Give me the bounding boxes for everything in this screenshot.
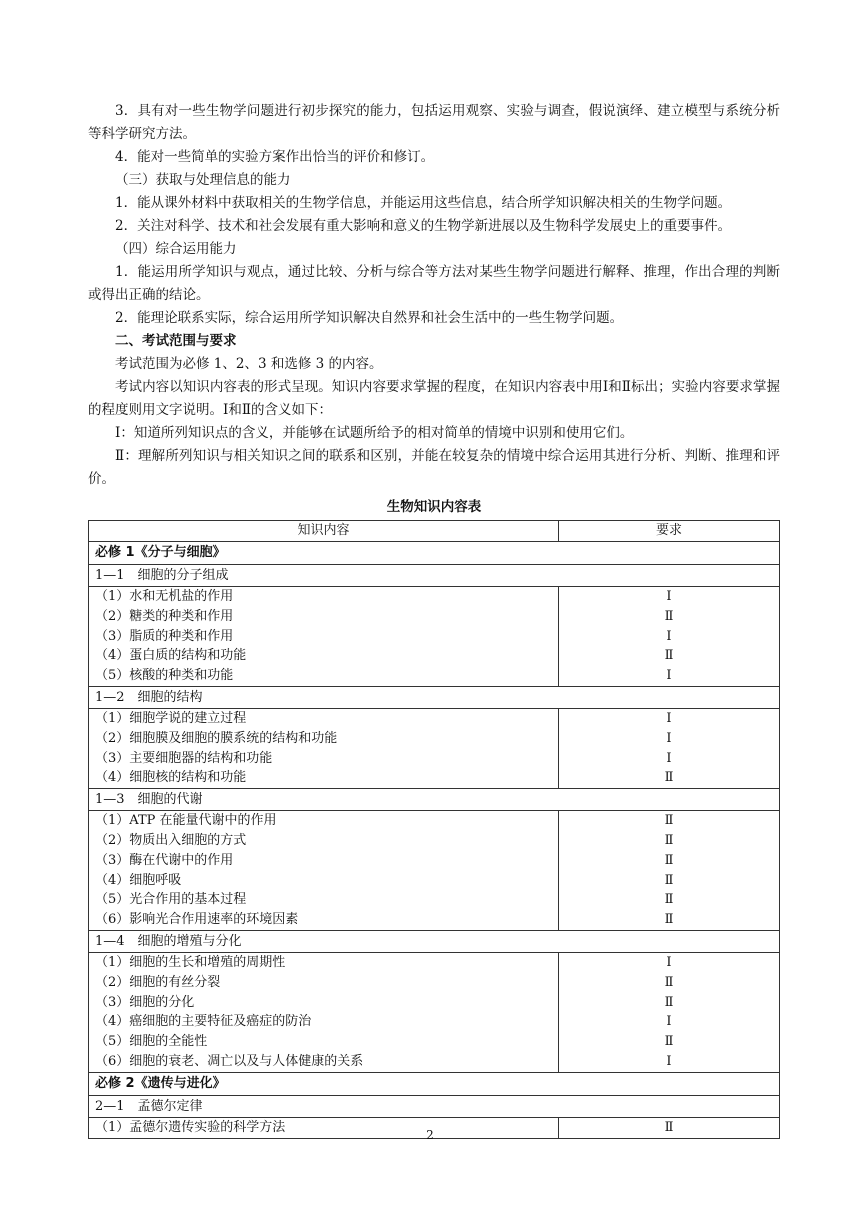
requirement-level: Ⅱ	[664, 872, 674, 888]
paragraph: 2．能理论联系实际，综合运用所学知识解决自然界和社会生活中的一些生物学问题。	[115, 310, 624, 326]
requirement-level: Ⅰ	[666, 710, 672, 726]
requirement-level: Ⅱ	[664, 892, 674, 908]
requirement-level: Ⅰ	[666, 589, 672, 604]
section-heading: 二、考试范围与要求	[115, 333, 237, 349]
requirement-level: Ⅰ	[666, 750, 672, 766]
knowledge-item: （3）酶在代谢中的作用	[95, 852, 234, 868]
knowledge-item: （5）细胞的全能性	[95, 1034, 208, 1050]
knowledge-item: （4）癌细胞的主要特征及癌症的防治	[95, 1014, 312, 1030]
items-cell	[89, 952, 559, 1072]
requirement-level: Ⅱ	[664, 1034, 674, 1050]
knowledge-item: （1）细胞的生长和增殖的周期性	[95, 954, 286, 970]
section-row	[89, 930, 780, 952]
knowledge-item: （1）孟德尔遗传实验的科学方法	[95, 1119, 286, 1135]
items-row	[89, 708, 780, 788]
knowledge-item: （2）物质出入细胞的方式	[95, 832, 247, 848]
requirement-level: Ⅰ	[666, 730, 672, 746]
requirement-level: Ⅱ	[664, 813, 674, 829]
items-row	[89, 952, 780, 1072]
paragraph: Ⅱ：理解所列知识与相关知识之间的联系和区别，并能在较复杂的情境中综合运用其进行分析、判断、推理和评价。	[88, 448, 780, 487]
items-cell	[89, 811, 559, 931]
knowledge-item: （5）光合作用的基本过程	[95, 892, 247, 908]
levels-cell	[559, 587, 780, 687]
module-title: 必修 1《分子与细胞》	[89, 542, 780, 565]
levels-cell	[559, 708, 780, 788]
requirement-level: Ⅰ	[666, 954, 672, 970]
levels-cell	[559, 952, 780, 1072]
requirement-level: Ⅱ	[664, 974, 674, 990]
knowledge-item: （5）核酸的种类和功能	[95, 668, 234, 684]
module-title: 必修 2《遗传与进化》	[89, 1072, 780, 1095]
items-cell	[89, 587, 559, 687]
section-row	[89, 565, 780, 587]
section-row	[89, 1095, 780, 1117]
requirement-level: Ⅱ	[664, 608, 674, 624]
paragraph: 4．能对一些简单的实验方案作出恰当的评价和修订。	[115, 149, 435, 165]
knowledge-item: （1）细胞学说的建立过程	[95, 710, 247, 726]
intro-text	[88, 100, 780, 491]
paragraph: 考试范围为必修 1、2、3 和选修 3 的内容。	[115, 356, 383, 372]
levels-cell	[559, 811, 780, 931]
requirement-level: Ⅱ	[664, 1119, 674, 1135]
requirement-level: Ⅰ	[666, 1014, 672, 1030]
requirement-level: Ⅱ	[664, 852, 674, 868]
paragraph: 1．能运用所学知识与观点，通过比较、分析与综合等方法对某些生物学问题进行解释、推理，作出合理的判断或得出正确的结论。	[88, 264, 780, 303]
requirement-level: Ⅱ	[664, 770, 674, 786]
section-row	[89, 789, 780, 811]
header-requirement: 要求	[559, 521, 780, 542]
requirement-level: Ⅱ	[664, 912, 674, 928]
paragraph: 考试内容以知识内容表的形式呈现。知识内容要求掌握的程度，在知识内容表中用Ⅰ和Ⅱ标出；实验内容要求掌握的程度则用文字说明。Ⅰ和Ⅱ的含义如下：	[88, 379, 780, 418]
requirement-level: Ⅰ	[666, 668, 672, 684]
paragraph: Ⅰ：知道所列知识点的含义，并能够在试题所给予的相对简单的情境中识别和使用它们。	[115, 425, 634, 441]
module-row	[89, 542, 780, 565]
knowledge-item: （4）蛋白质的结构和功能	[95, 648, 247, 664]
items-row	[89, 587, 780, 687]
paragraph: 1．能从课外材料中获取相关的生物学信息，并能运用这些信息，结合所学知识解决相关的生物学问题。	[115, 195, 732, 211]
requirement-level: Ⅱ	[664, 832, 674, 848]
section-title: 1—2 细胞的结构	[89, 686, 780, 708]
knowledge-item: （6）影响光合作用速率的环境因素	[95, 912, 299, 928]
knowledge-table	[88, 520, 780, 1139]
knowledge-item: （2）细胞膜及细胞的膜系统的结构和功能	[95, 730, 338, 746]
items-cell	[89, 708, 559, 788]
table-header-row	[89, 521, 780, 542]
document-page	[88, 100, 780, 1139]
page-number: 2	[426, 1128, 434, 1142]
subsection-heading: （三）获取与处理信息的能力	[115, 172, 291, 188]
knowledge-item: （2）细胞的有丝分裂	[95, 974, 221, 990]
knowledge-item: （4）细胞核的结构和功能	[95, 770, 247, 786]
knowledge-item: （3）主要细胞器的结构和功能	[95, 750, 273, 766]
knowledge-item: （6）细胞的衰老、凋亡以及与人体健康的关系	[95, 1053, 364, 1069]
requirement-level: Ⅱ	[664, 648, 674, 664]
knowledge-item: （1）ATP 在能量代谢中的作用	[95, 813, 277, 829]
section-title: 1—3 细胞的代谢	[89, 789, 780, 811]
header-content: 知识内容	[89, 521, 559, 542]
module-row	[89, 1072, 780, 1095]
knowledge-item: （3）脂质的种类和作用	[95, 628, 234, 644]
requirement-level: Ⅰ	[666, 628, 672, 644]
subsection-heading: （四）综合运用能力	[115, 241, 237, 257]
section-title: 1—1 细胞的分子组成	[89, 565, 780, 587]
paragraph: 3．具有对一些生物学问题进行初步探究的能力，包括运用观察、实验与调查，假说演绎、建立模型与系统分析等科学研究方法。	[88, 103, 780, 142]
section-title: 1—4 细胞的增殖与分化	[89, 930, 780, 952]
items-row	[89, 811, 780, 931]
knowledge-item: （2）糖类的种类和作用	[95, 608, 234, 624]
requirement-level: Ⅱ	[664, 994, 674, 1010]
section-title: 2—1 孟德尔定律	[89, 1095, 780, 1117]
paragraph: 2．关注对科学、技术和社会发展有重大影响和意义的生物学新进展以及生物科学发展史上的重要事件。	[115, 218, 732, 234]
knowledge-item: （3）细胞的分化	[95, 994, 195, 1010]
knowledge-item: （1）水和无机盐的作用	[95, 589, 234, 604]
requirement-level: Ⅰ	[666, 1053, 672, 1069]
table-title: 生物知识内容表	[386, 499, 482, 515]
knowledge-item: （4）细胞呼吸	[95, 872, 182, 888]
section-row	[89, 686, 780, 708]
